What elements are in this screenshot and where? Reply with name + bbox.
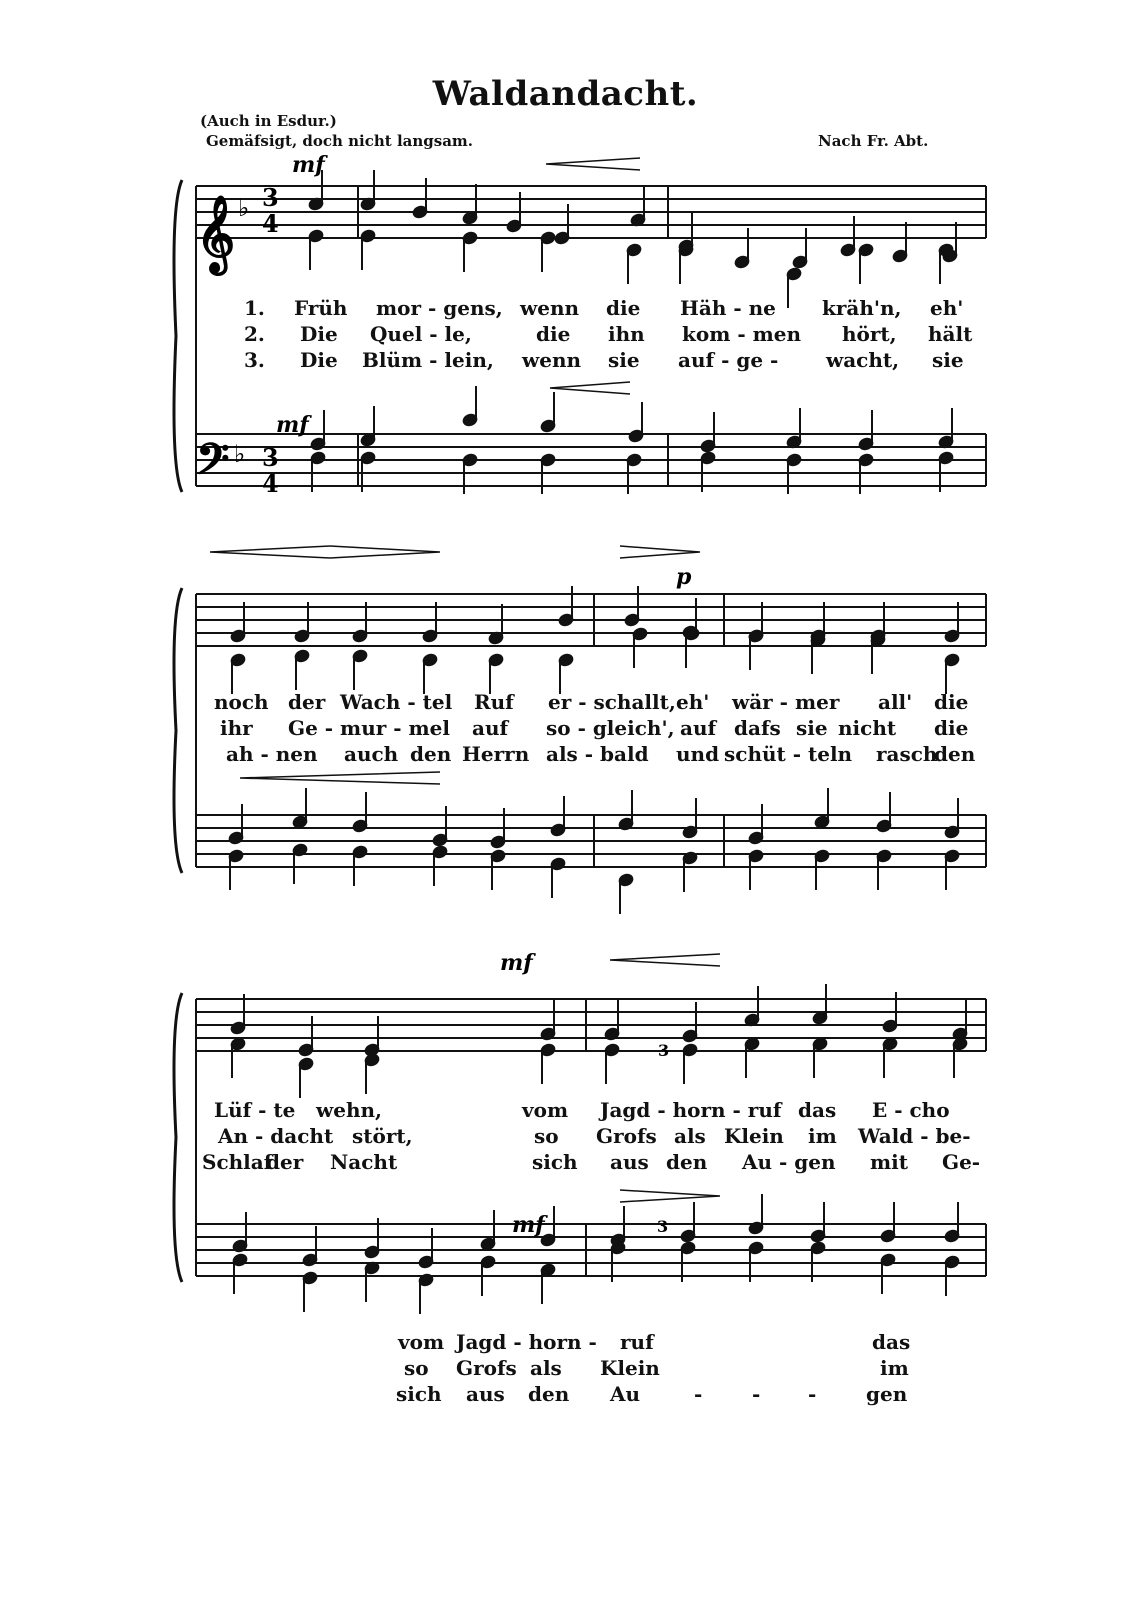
lyric: den	[528, 1382, 570, 1406]
bass-clef-icon: 𝄢	[196, 434, 230, 495]
lyric: wenn	[520, 296, 580, 320]
lyric: sie	[932, 348, 964, 372]
lyric: 1.	[244, 296, 265, 320]
lyric: wär - mer	[732, 690, 840, 714]
lyric: er - schallt,	[548, 690, 676, 714]
lyric: die	[934, 716, 969, 740]
lyric: Blüm - lein,	[362, 348, 494, 372]
lyric: Die	[300, 348, 338, 372]
lyric: Lüf - te	[214, 1098, 296, 1122]
composer-credit: Nach Fr. Abt.	[818, 132, 929, 150]
lyric: so	[404, 1356, 429, 1380]
lyric: Schlaf	[202, 1150, 273, 1174]
lyric: das	[798, 1098, 837, 1122]
lyric: auf	[472, 716, 509, 740]
lyric: rasch	[876, 742, 938, 766]
lyric: Ge-	[942, 1150, 981, 1174]
lyric: Grofs	[596, 1124, 657, 1148]
crescendo-hairpin	[210, 546, 330, 558]
lyric: Ge - mur - mel	[288, 716, 450, 740]
lyric: -	[808, 1382, 817, 1406]
lyrics-s3-v1	[0, 1098, 1131, 1124]
lyric: mor - gens,	[376, 296, 503, 320]
lyric: vom	[522, 1098, 569, 1122]
lyric: und	[676, 742, 720, 766]
lyric: 2.	[244, 322, 265, 346]
lyric: Herrn	[462, 742, 530, 766]
lyric: sie	[608, 348, 640, 372]
lyric: im	[880, 1356, 909, 1380]
key-note: (Auch in Esdur.)	[200, 112, 337, 130]
lyric: auf	[680, 716, 717, 740]
lyric: sich	[532, 1150, 578, 1174]
crescendo-hairpin	[550, 382, 630, 394]
lyric: nicht	[838, 716, 897, 740]
time-signature-top: 3	[262, 183, 279, 212]
lyric: kräh'n,	[822, 296, 902, 320]
lyric: kom - men	[682, 322, 802, 346]
lyric: E - cho	[872, 1098, 950, 1122]
lyric: Die	[300, 322, 338, 346]
lyric: sie	[796, 716, 828, 740]
time-signature-bottom: 4	[262, 469, 279, 498]
lyrics-s2-v1	[0, 690, 1131, 716]
crescendo-hairpin	[546, 158, 640, 170]
decrescendo-hairpin	[620, 546, 700, 558]
lyric: als	[530, 1356, 562, 1380]
tempo-marking: Gemäfsigt, doch nicht langsam.	[206, 132, 474, 150]
lyric: Klein	[724, 1124, 784, 1148]
dynamic-mf: mf	[512, 1212, 545, 1238]
lyric: die	[934, 690, 969, 714]
lyric: Grofs	[456, 1356, 517, 1380]
lyrics-s1-v3	[0, 348, 1131, 374]
dynamic-mf: mf	[276, 412, 309, 438]
dynamic-p: p	[676, 564, 692, 590]
lyric: auf - ge -	[678, 348, 779, 372]
song-title: Waldandacht.	[432, 74, 699, 114]
lyric: den	[666, 1150, 708, 1174]
lyric: hält	[928, 322, 973, 346]
lyric: hört,	[842, 322, 897, 346]
lyric: der	[266, 1150, 304, 1174]
lyric: den	[410, 742, 452, 766]
decrescendo-hairpin	[620, 1190, 720, 1202]
triplet-mark: 3	[658, 1041, 670, 1060]
lyric: 3.	[244, 348, 265, 372]
lyric: stört,	[352, 1124, 413, 1148]
lyrics-bass-v1	[0, 1330, 1131, 1356]
triplet-mark: 3	[657, 1217, 669, 1236]
lyric: die	[606, 296, 641, 320]
lyric: den	[934, 742, 976, 766]
lyric: vom	[398, 1330, 445, 1354]
lyrics-s3-v2	[0, 1124, 1131, 1150]
lyric: Ruf	[474, 690, 514, 714]
lyric: gen	[866, 1382, 908, 1406]
crescendo-hairpin	[240, 772, 440, 784]
lyric: wenn	[522, 348, 582, 372]
lyric: aus	[610, 1150, 649, 1174]
lyric: die	[536, 322, 571, 346]
lyric: dafs	[734, 716, 781, 740]
lyric: eh'	[930, 296, 964, 320]
lyric: aus	[466, 1382, 505, 1406]
decrescendo-hairpin	[330, 546, 440, 558]
lyric: -	[694, 1382, 703, 1406]
treble-clef-icon: 𝄞	[196, 194, 236, 272]
lyric: mit	[870, 1150, 908, 1174]
lyric: Wach - tel	[340, 690, 453, 714]
lyric: das	[872, 1330, 911, 1354]
lyric: Klein	[600, 1356, 660, 1380]
lyrics-s2-v3	[0, 742, 1131, 768]
lyric: Jagd - horn - ruf	[600, 1098, 782, 1122]
lyric: eh'	[676, 690, 710, 714]
lyric: -	[752, 1382, 761, 1406]
lyric: Häh - ne	[680, 296, 776, 320]
lyric: schüt - teln	[724, 742, 853, 766]
lyric: Wald - be-	[858, 1124, 971, 1148]
lyric: ruf	[620, 1330, 654, 1354]
lyric: so - gleich',	[546, 716, 675, 740]
time-signature-bottom: 4	[262, 209, 279, 238]
dynamic-mf: mf	[500, 950, 533, 976]
lyric: auch	[344, 742, 399, 766]
lyric: An - dacht	[218, 1124, 334, 1148]
lyric: Quel - le,	[370, 322, 472, 346]
flat-key-signature: ♭	[238, 193, 250, 222]
lyric: all'	[878, 690, 913, 714]
lyric: ihr	[220, 716, 253, 740]
lyrics-s1-v2	[0, 322, 1131, 348]
lyric: Früh	[294, 296, 348, 320]
lyric: wacht,	[826, 348, 900, 372]
lyric: Jagd - horn -	[456, 1330, 597, 1354]
crescendo-hairpin	[610, 954, 720, 966]
lyric: noch	[214, 690, 269, 714]
lyric: der	[288, 690, 326, 714]
lyric: ah - nen	[226, 742, 318, 766]
flat-key-signature: ♭	[234, 439, 246, 468]
lyric: sich	[396, 1382, 442, 1406]
lyric: Nacht	[330, 1150, 398, 1174]
lyric: wehn,	[316, 1098, 382, 1122]
lyric: im	[808, 1124, 837, 1148]
lyrics-bass-v3	[0, 1382, 1131, 1408]
lyrics-s2-v2	[0, 716, 1131, 742]
lyric: so	[534, 1124, 559, 1148]
lyric: Au - gen	[742, 1150, 836, 1174]
time-signature-top: 3	[262, 443, 279, 472]
lyrics-bass-v2	[0, 1356, 1131, 1382]
dynamic-mf: mf	[292, 152, 325, 178]
lyric: als - bald	[546, 742, 649, 766]
lyric: Au	[610, 1382, 641, 1406]
lyric: als	[674, 1124, 706, 1148]
lyric: ihn	[608, 322, 645, 346]
lyrics-s3-v3	[0, 1150, 1131, 1176]
lyrics-s1-v1	[0, 296, 1131, 322]
